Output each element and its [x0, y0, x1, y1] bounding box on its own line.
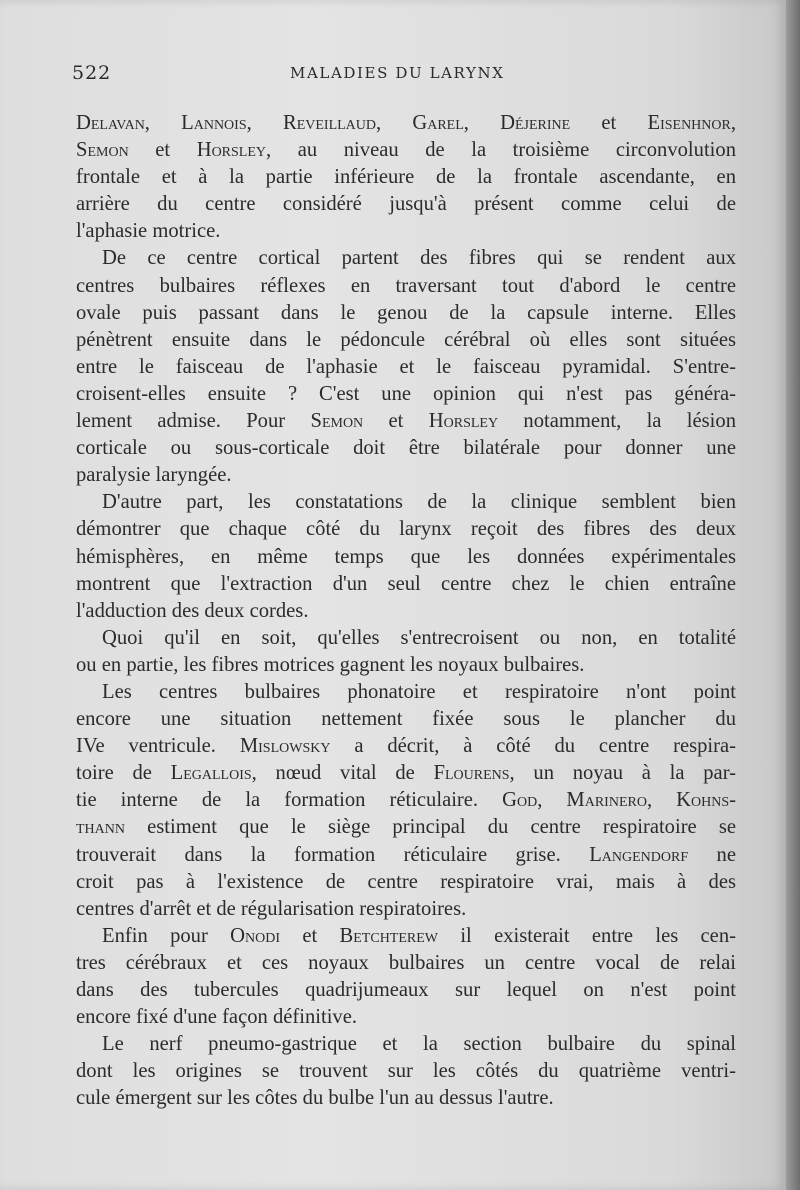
- text-line: [76, 300, 736, 327]
- author-name: Onodi: [230, 924, 281, 947]
- text-line: [76, 544, 736, 571]
- text-segment: arrière du centre considéré jusqu'à présent comme celui de: [76, 193, 736, 216]
- text-line: [76, 571, 736, 598]
- text-segment: tie interne de la formation réticulaire.: [76, 789, 503, 812]
- author-name: Legallois: [170, 762, 252, 785]
- text-segment: l'adduction des deux cordes.: [76, 599, 309, 622]
- text-segment: dans des tubercules quadrijumeaux sur lequel on n'est point: [76, 979, 736, 1001]
- text-line: [76, 1031, 736, 1058]
- text-line: [76, 706, 736, 733]
- text-line: [76, 408, 736, 435]
- text-line: [76, 814, 736, 841]
- text-segment: corticale ou sous-corticale doit être bilatérale pour donner une: [76, 437, 736, 460]
- text-segment: ne: [688, 843, 736, 866]
- text-segment: entre le faisceau de l'aphasie et le faisceau pyramidal. S'entre-: [76, 355, 736, 378]
- author-name: Langendorf: [589, 843, 689, 866]
- author-name: Flourens: [433, 762, 510, 785]
- text-line: [76, 787, 736, 814]
- text-line: [76, 869, 736, 896]
- text-line: [76, 327, 736, 354]
- text-segment: IVe ventricule.: [76, 735, 240, 758]
- text-line: [76, 842, 736, 869]
- author-name: Semon: [76, 139, 129, 162]
- text-segment: et: [570, 112, 648, 134]
- author-name: Semon: [310, 410, 364, 433]
- text-line: [76, 489, 736, 516]
- text-segment: ovale puis passant dans le genou de la capsule interne. Elles: [76, 301, 736, 324]
- text-segment: centres d'arrêt et de régularisation respiratoires.: [76, 897, 467, 920]
- text-segment: pénètrent ensuite dans le pédoncule cérébral où elles sont situées: [76, 328, 736, 351]
- text-segment: , nœud vital de: [251, 762, 434, 785]
- text-line: [76, 381, 736, 408]
- text-segment: ou en partie, les fibres motrices gagnent les noyaux bulbaires.: [76, 653, 585, 676]
- text-line: [76, 652, 736, 679]
- text-line: [76, 273, 736, 300]
- text-segment: montrent que l'extraction d'un seul centre chez le chien entraîne: [76, 572, 736, 595]
- text-line: [76, 218, 736, 245]
- text-segment: cule émergent sur les côtes du bulbe l'un au dessus l'autre.: [76, 1087, 554, 1110]
- text-segment: Les centres bulbaires phonatoire et respiratoire n'ont point: [102, 680, 736, 703]
- text-segment: tres cérébraux et ces noyaux bulbaires un centre vocal de relai: [76, 951, 736, 974]
- text-segment: a décrit, à côté du centre respira-: [330, 735, 736, 758]
- text-segment: dont les origines se trouvent sur les côtés du quatrième ventri-: [76, 1060, 736, 1083]
- page-number: 522: [72, 62, 112, 84]
- text-line: [76, 923, 736, 950]
- text-segment: , au niveau de la troisième circonvolution: [266, 139, 736, 162]
- author-name: thann: [76, 816, 125, 839]
- text-segment: hémisphères, en même temps que les données expérimentales: [76, 545, 736, 568]
- text-line: [76, 1058, 736, 1085]
- author-name: Betchterew: [339, 924, 439, 947]
- text-segment: , un noyau à la par-: [509, 762, 736, 785]
- text-line: [76, 435, 736, 462]
- text-segment: lement admise. Pour: [76, 410, 311, 433]
- text-line: [76, 462, 736, 489]
- text-segment: frontale et à la partie inférieure de la frontale ascendante, en: [76, 166, 736, 189]
- text-segment: estiment que le siège principal du centre respiratoire se: [125, 816, 736, 839]
- text-segment: Quoi qu'il en soit, qu'elles s'entrecroisent ou non, en totalité: [102, 626, 736, 649]
- text-line: [76, 245, 736, 272]
- page-header: [72, 62, 532, 88]
- text-segment: et: [280, 924, 340, 947]
- author-name: God, Marinero, Kohns-: [502, 789, 736, 812]
- author-name: Mislowsky: [239, 735, 331, 758]
- text-segment: Enfin pour: [102, 924, 231, 947]
- text-segment: paralysie laryngée.: [76, 464, 232, 487]
- text-line: [76, 137, 736, 164]
- text-segment: encore fixé d'une façon définitive.: [76, 1006, 358, 1029]
- text-segment: démontrer que chaque côté du larynx reçoit des fibres des deux: [76, 518, 736, 541]
- text-line: [76, 516, 736, 543]
- running-title: MALADIES DU LARYNX: [290, 64, 505, 82]
- text-line: [76, 896, 736, 923]
- text-segment: notamment, la lésion: [498, 410, 736, 433]
- body-text: [76, 110, 736, 1112]
- text-line: [76, 760, 736, 787]
- text-segment: encore une situation nettement fixée sous le plancher du: [76, 708, 736, 731]
- text-segment: l'aphasie motrice.: [76, 220, 221, 243]
- text-line: [76, 977, 736, 1004]
- text-line: [76, 733, 736, 760]
- text-line: [76, 110, 736, 137]
- author-name: Eisenhnor,: [647, 112, 736, 134]
- text-line: [76, 1085, 736, 1112]
- text-segment: D'autre part, les constatations de la clinique semblent bien: [102, 491, 736, 514]
- text-line: [76, 679, 736, 706]
- text-segment: il existerait entre les cen-: [438, 924, 736, 947]
- text-segment: toire de: [76, 762, 171, 785]
- text-line: [76, 354, 736, 381]
- author-name: Delavan, Lannois, Reveillaud, Garel, Déjerine: [76, 112, 571, 134]
- text-line: [76, 191, 736, 218]
- text-segment: trouverait dans la formation réticulaire grise.: [76, 843, 590, 866]
- author-name: Horsley: [196, 139, 267, 162]
- text-segment: De ce centre cortical partent des fibres qui se rendent aux: [102, 247, 736, 270]
- text-segment: croit pas à l'existence de centre respiratoire vrai, mais à des: [76, 870, 736, 893]
- text-line: [76, 1004, 736, 1031]
- text-line: [76, 164, 736, 191]
- text-line: [76, 598, 736, 625]
- text-segment: Le nerf pneumo-gastrique et la section bulbaire du spinal: [102, 1033, 736, 1056]
- text-line: [76, 625, 736, 652]
- text-line: [76, 950, 736, 977]
- text-segment: croisent-elles ensuite ? C'est une opinion qui n'est pas généra-: [76, 382, 736, 405]
- page-edge-shadow: [786, 0, 800, 1190]
- author-name: Horsley: [428, 410, 499, 433]
- text-segment: centres bulbaires réflexes en traversant tout d'abord le centre: [76, 274, 736, 297]
- text-segment: et: [128, 139, 197, 162]
- text-segment: et: [363, 410, 429, 433]
